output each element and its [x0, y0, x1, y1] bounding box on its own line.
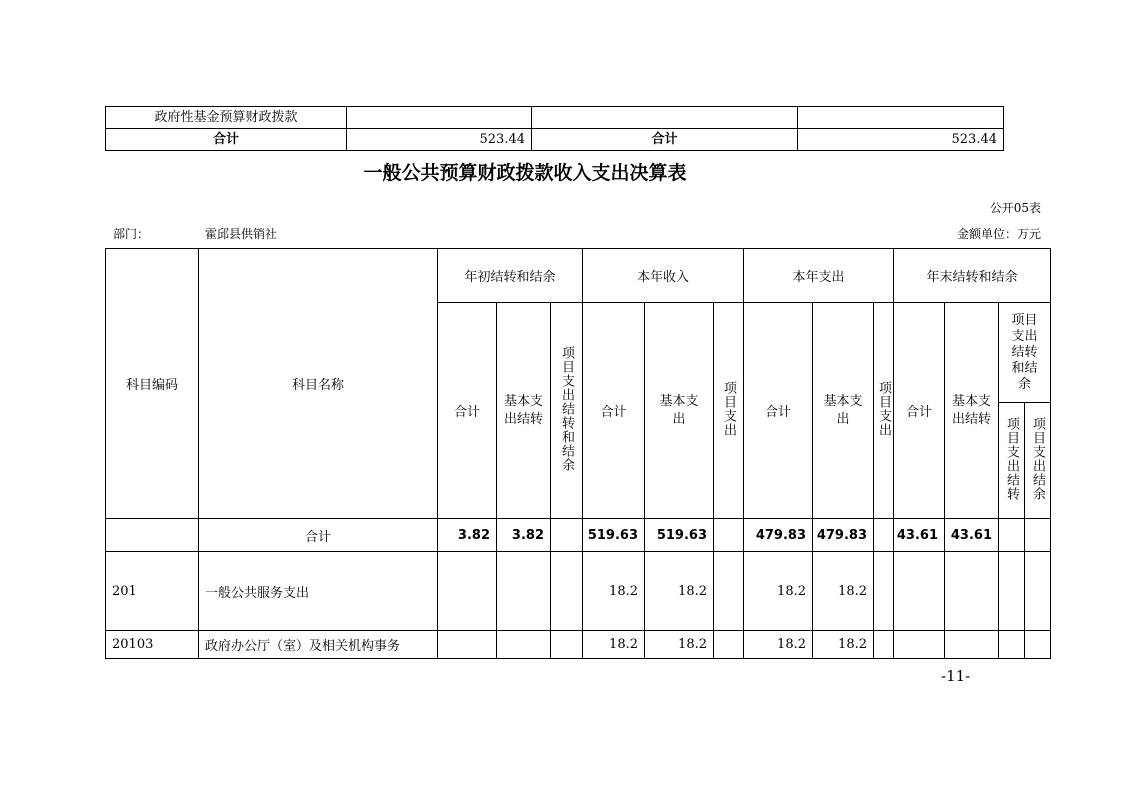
row-code — [106, 519, 199, 552]
header-group-begin: 年初结转和结余 — [438, 249, 583, 303]
cell-value: 3.82 — [497, 519, 551, 552]
cell-value: 43.61 — [894, 519, 945, 552]
header-total: 合计 — [438, 303, 497, 519]
top-summary-table — [105, 106, 1004, 151]
header-project-transfer: 项目支出结转 — [999, 403, 1025, 519]
cell-value — [551, 552, 583, 631]
cell-value: 18.2 — [744, 552, 813, 631]
cell-value — [945, 631, 999, 659]
header-project-expense: 项目支出 — [874, 303, 894, 519]
cell-value: 43.61 — [945, 519, 999, 552]
cell-value — [497, 552, 551, 631]
header-group-end: 年末结转和结余 — [894, 249, 1051, 303]
cell-value: 519.63 — [645, 519, 714, 552]
header-total: 合计 — [894, 303, 945, 519]
cell-value — [714, 631, 744, 659]
table-row — [106, 552, 1051, 631]
header-basic-expense: 基本支出 — [813, 303, 874, 519]
header-row — [106, 249, 1051, 303]
department-label: 部门： — [113, 227, 150, 241]
cell-value — [1025, 631, 1051, 659]
cell-value — [551, 519, 583, 552]
cell-value: 479.83 — [744, 519, 813, 552]
header-basic-transfer: 基本支出结转 — [497, 303, 551, 519]
page-title: 一般公共预算财政拨款收入支出决算表 — [363, 162, 687, 184]
cell-value — [894, 631, 945, 659]
total-label: 合计 — [106, 129, 347, 151]
amount-unit: 金额单位：万元 — [956, 227, 1041, 241]
cell-value — [438, 631, 497, 659]
header-project-expense: 项目支出 — [714, 303, 744, 519]
cell-value — [894, 552, 945, 631]
form-code: 公开05表 — [989, 201, 1041, 215]
header-project-transfer-surplus: 项目支出结转和结余 — [551, 303, 583, 519]
row-label: 政府性基金预算财政拨款 — [106, 107, 347, 129]
cell-value: 18.2 — [583, 552, 645, 631]
header-subject-name: 科目名称 — [199, 249, 438, 519]
cell-value — [874, 552, 894, 631]
table-row — [106, 519, 1051, 552]
cell-value — [999, 552, 1025, 631]
table-row — [106, 129, 1004, 151]
cell-value — [945, 552, 999, 631]
cell-value — [874, 631, 894, 659]
table-row — [106, 631, 1051, 659]
cell-value — [438, 552, 497, 631]
row-name: 合计 — [199, 519, 438, 552]
row-label — [532, 107, 798, 129]
header-project-surplus: 项目支出结余 — [1025, 403, 1051, 519]
department-name: 霍邱县供销社 — [205, 227, 278, 241]
row-value — [798, 107, 1004, 129]
total-value: 523.44 — [347, 129, 532, 151]
page-number: -11- — [941, 667, 971, 685]
header-basic-transfer: 基本支出结转 — [945, 303, 999, 519]
header-project-transfer-surplus: 项目支出结转和结余 — [999, 303, 1051, 403]
cell-value: 18.2 — [645, 552, 714, 631]
cell-value: 519.63 — [583, 519, 645, 552]
cell-value — [999, 519, 1025, 552]
total-label: 合计 — [532, 129, 798, 151]
header-total: 合计 — [583, 303, 645, 519]
header-total: 合计 — [744, 303, 813, 519]
row-code: 20103 — [106, 631, 199, 659]
cell-value — [1025, 519, 1051, 552]
budget-table — [105, 248, 1051, 659]
cell-value — [497, 631, 551, 659]
cell-value: 18.2 — [645, 631, 714, 659]
cell-value: 18.2 — [583, 631, 645, 659]
row-name: 一般公共服务支出 — [199, 552, 438, 631]
header-subject-code: 科目编码 — [106, 249, 199, 519]
cell-value: 3.82 — [438, 519, 497, 552]
total-value: 523.44 — [798, 129, 1004, 151]
row-value — [347, 107, 532, 129]
cell-value: 18.2 — [744, 631, 813, 659]
cell-value: 18.2 — [813, 631, 874, 659]
header-group-income: 本年收入 — [583, 249, 744, 303]
cell-value: 18.2 — [813, 552, 874, 631]
table-row — [106, 107, 1004, 129]
header-group-expense: 本年支出 — [744, 249, 894, 303]
cell-value — [714, 519, 744, 552]
row-name: 政府办公厅（室）及相关机构事务 — [199, 631, 438, 659]
cell-value: 479.83 — [813, 519, 874, 552]
cell-value — [999, 631, 1025, 659]
row-code: 201 — [106, 552, 199, 631]
header-basic-expense: 基本支出 — [645, 303, 714, 519]
cell-value — [551, 631, 583, 659]
cell-value — [1025, 552, 1051, 631]
cell-value — [714, 552, 744, 631]
cell-value — [874, 519, 894, 552]
